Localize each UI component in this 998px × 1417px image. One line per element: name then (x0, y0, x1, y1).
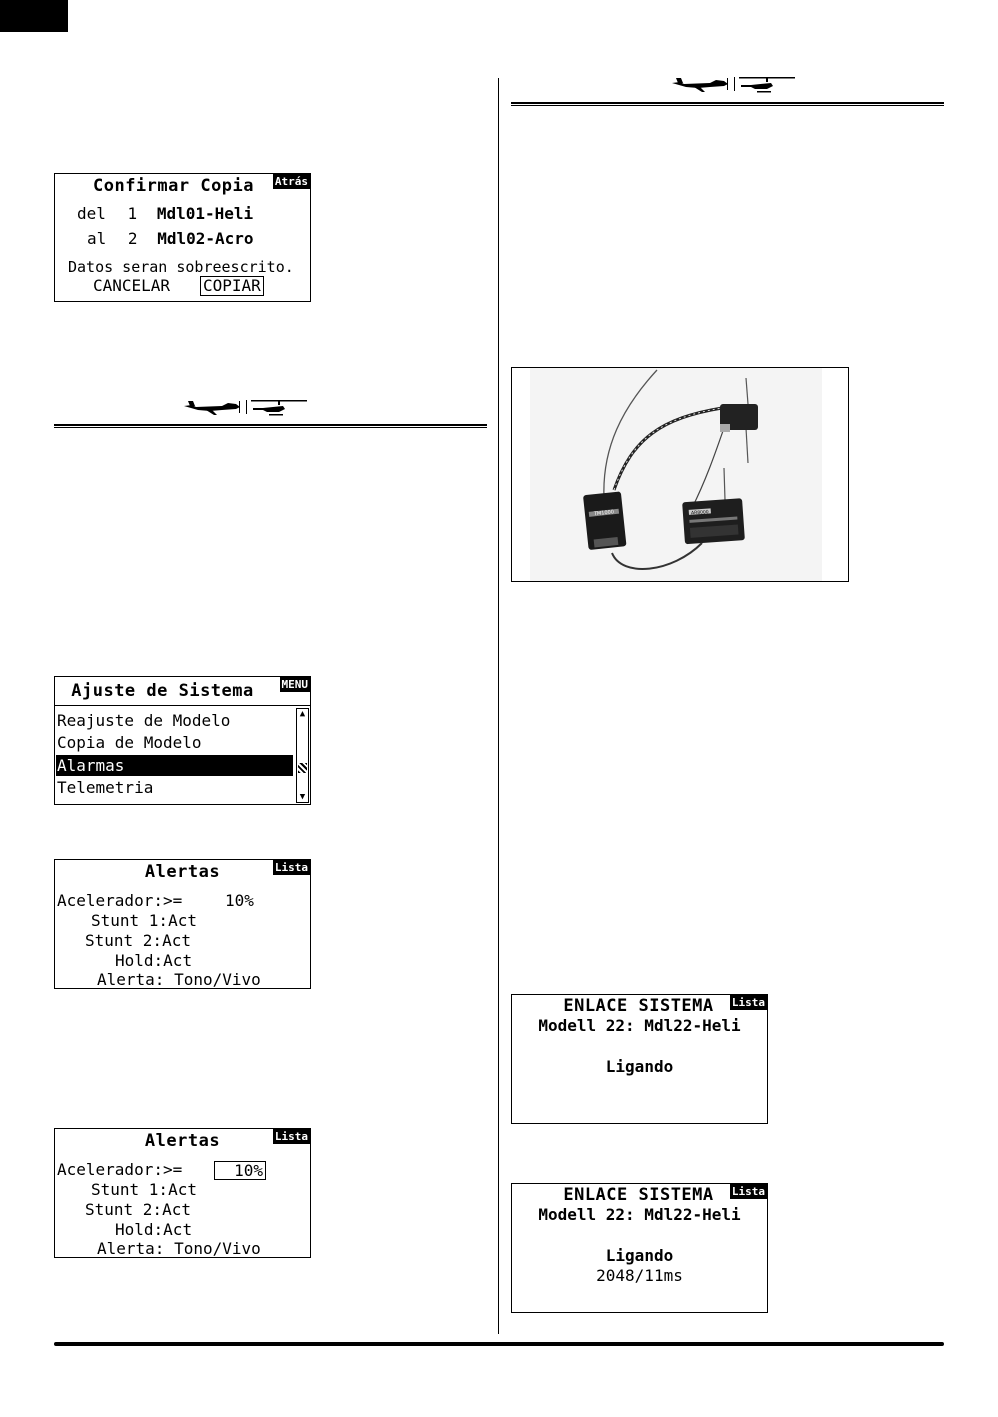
helicopter-icon (249, 397, 309, 417)
list-badge[interactable]: Lista (274, 861, 308, 874)
throttle-row (57, 1160, 263, 1180)
back-badge[interactable]: Atrás (274, 175, 308, 188)
throttle-label: Acelerador: (57, 1160, 163, 1179)
scroll-thumb[interactable] (298, 763, 307, 773)
screen-title: Ajuste de Sistema (71, 681, 254, 701)
to-label: al (87, 229, 107, 248)
overwrite-warning: Datos seran sobreescrito. (68, 258, 294, 276)
hold-label: Hold: (115, 951, 164, 970)
screen-title: Alertas (144, 1131, 221, 1151)
to-model: Mdl02-Acro (157, 229, 254, 248)
list-badge[interactable]: Lista (731, 996, 765, 1009)
aircraft-type-icons-left (182, 397, 309, 417)
binding-detail: 2048/11ms (596, 1266, 683, 1285)
section-rule-right (511, 102, 944, 106)
stunt1-row (91, 911, 197, 931)
from-model: Mdl01-Heli (156, 204, 254, 223)
menu-scrollbar[interactable] (296, 708, 309, 803)
screen-title: ENLACE SISTEMA (563, 996, 714, 1016)
alert-value[interactable]: Tono/Vivo (174, 1239, 261, 1258)
alerts-screen (54, 859, 311, 989)
list-badge[interactable]: Lista (731, 1185, 765, 1198)
column-divider (498, 78, 499, 1334)
menu-badge[interactable]: MENU (281, 678, 308, 691)
page-corner-tab (0, 0, 68, 32)
hold-row (115, 951, 192, 971)
stunt2-value[interactable]: Act (162, 1200, 191, 1219)
helicopter-icon (737, 74, 797, 94)
hold-row (115, 1220, 192, 1240)
to-num: 2 (127, 229, 138, 248)
model-name: Modell 22: Mdl22-Heli (538, 1016, 741, 1035)
from-num: 1 (127, 204, 138, 223)
footer-rule (54, 1342, 944, 1346)
throttle-operator: >= (162, 891, 183, 910)
to-row (87, 229, 254, 249)
bind-screen (511, 994, 768, 1124)
menu-item-telemetry[interactable]: Telemetria (57, 778, 154, 797)
throttle-row (57, 891, 254, 911)
stunt2-label: Stunt 2: (85, 1200, 163, 1219)
stunt1-value[interactable]: Act (168, 911, 197, 930)
throttle-operator: >= (162, 1160, 183, 1179)
stunt2-row (85, 1200, 191, 1220)
bind-screen-result (511, 1183, 768, 1313)
binding-status: Ligando (605, 1246, 674, 1265)
receiver-illustration (512, 368, 849, 582)
stunt2-value[interactable]: Act (162, 931, 191, 950)
model-name: Modell 22: Mdl22-Heli (538, 1205, 741, 1224)
from-label: del (77, 204, 106, 223)
throttle-value-selected[interactable]: 10% (214, 1161, 266, 1180)
ar8000-label: AR8000 (690, 510, 709, 517)
stunt1-row (91, 1180, 197, 1200)
list-badge[interactable]: Lista (274, 1130, 308, 1143)
stunt1-value[interactable]: Act (168, 1180, 197, 1199)
hold-value[interactable]: Act (163, 951, 193, 970)
scroll-down-icon[interactable]: ▼ (299, 792, 306, 802)
menu-item-model-copy[interactable]: Copia de Modelo (57, 733, 202, 752)
alert-label: Alerta: (97, 1239, 165, 1258)
stunt1-label: Stunt 1: (91, 1180, 169, 1199)
cancel-button[interactable]: CANCELAR (93, 276, 171, 295)
alerts-screen-editing (54, 1128, 311, 1258)
hold-value[interactable]: Act (163, 1220, 193, 1239)
throttle-label: Acelerador: (57, 891, 163, 910)
stunt2-label: Stunt 2: (85, 931, 163, 950)
system-settings-screen (54, 676, 311, 805)
tm1000-label: TM1000 (593, 509, 615, 518)
section-rule-left (54, 424, 487, 428)
screen-title: Alertas (144, 862, 221, 882)
menu-title-bar (55, 677, 310, 706)
alert-value[interactable]: Tono/Vivo (174, 970, 261, 989)
throttle-value[interactable]: 10% (225, 891, 254, 910)
confirm-copy-screen (54, 173, 311, 302)
alert-row (97, 970, 261, 989)
receiver-photo (511, 367, 849, 582)
airplane-icon (182, 397, 244, 417)
binding-status: Ligando (605, 1057, 674, 1076)
screen-title: ENLACE SISTEMA (563, 1185, 714, 1205)
screen-title: Confirmar Copia (92, 176, 255, 196)
stunt1-label: Stunt 1: (91, 911, 169, 930)
alert-row (97, 1239, 261, 1258)
hold-label: Hold: (115, 1220, 164, 1239)
menu-item-alarms[interactable]: Alarmas (56, 755, 293, 776)
scroll-up-icon[interactable]: ▲ (299, 709, 306, 719)
airplane-icon (670, 74, 732, 94)
menu-item-model-reset[interactable]: Reajuste de Modelo (57, 711, 231, 730)
copy-button[interactable]: COPIAR (200, 276, 264, 296)
aircraft-type-icons-right (670, 74, 797, 94)
stunt2-row (85, 931, 191, 951)
from-row (77, 204, 253, 224)
alert-label: Alerta: (97, 970, 165, 989)
